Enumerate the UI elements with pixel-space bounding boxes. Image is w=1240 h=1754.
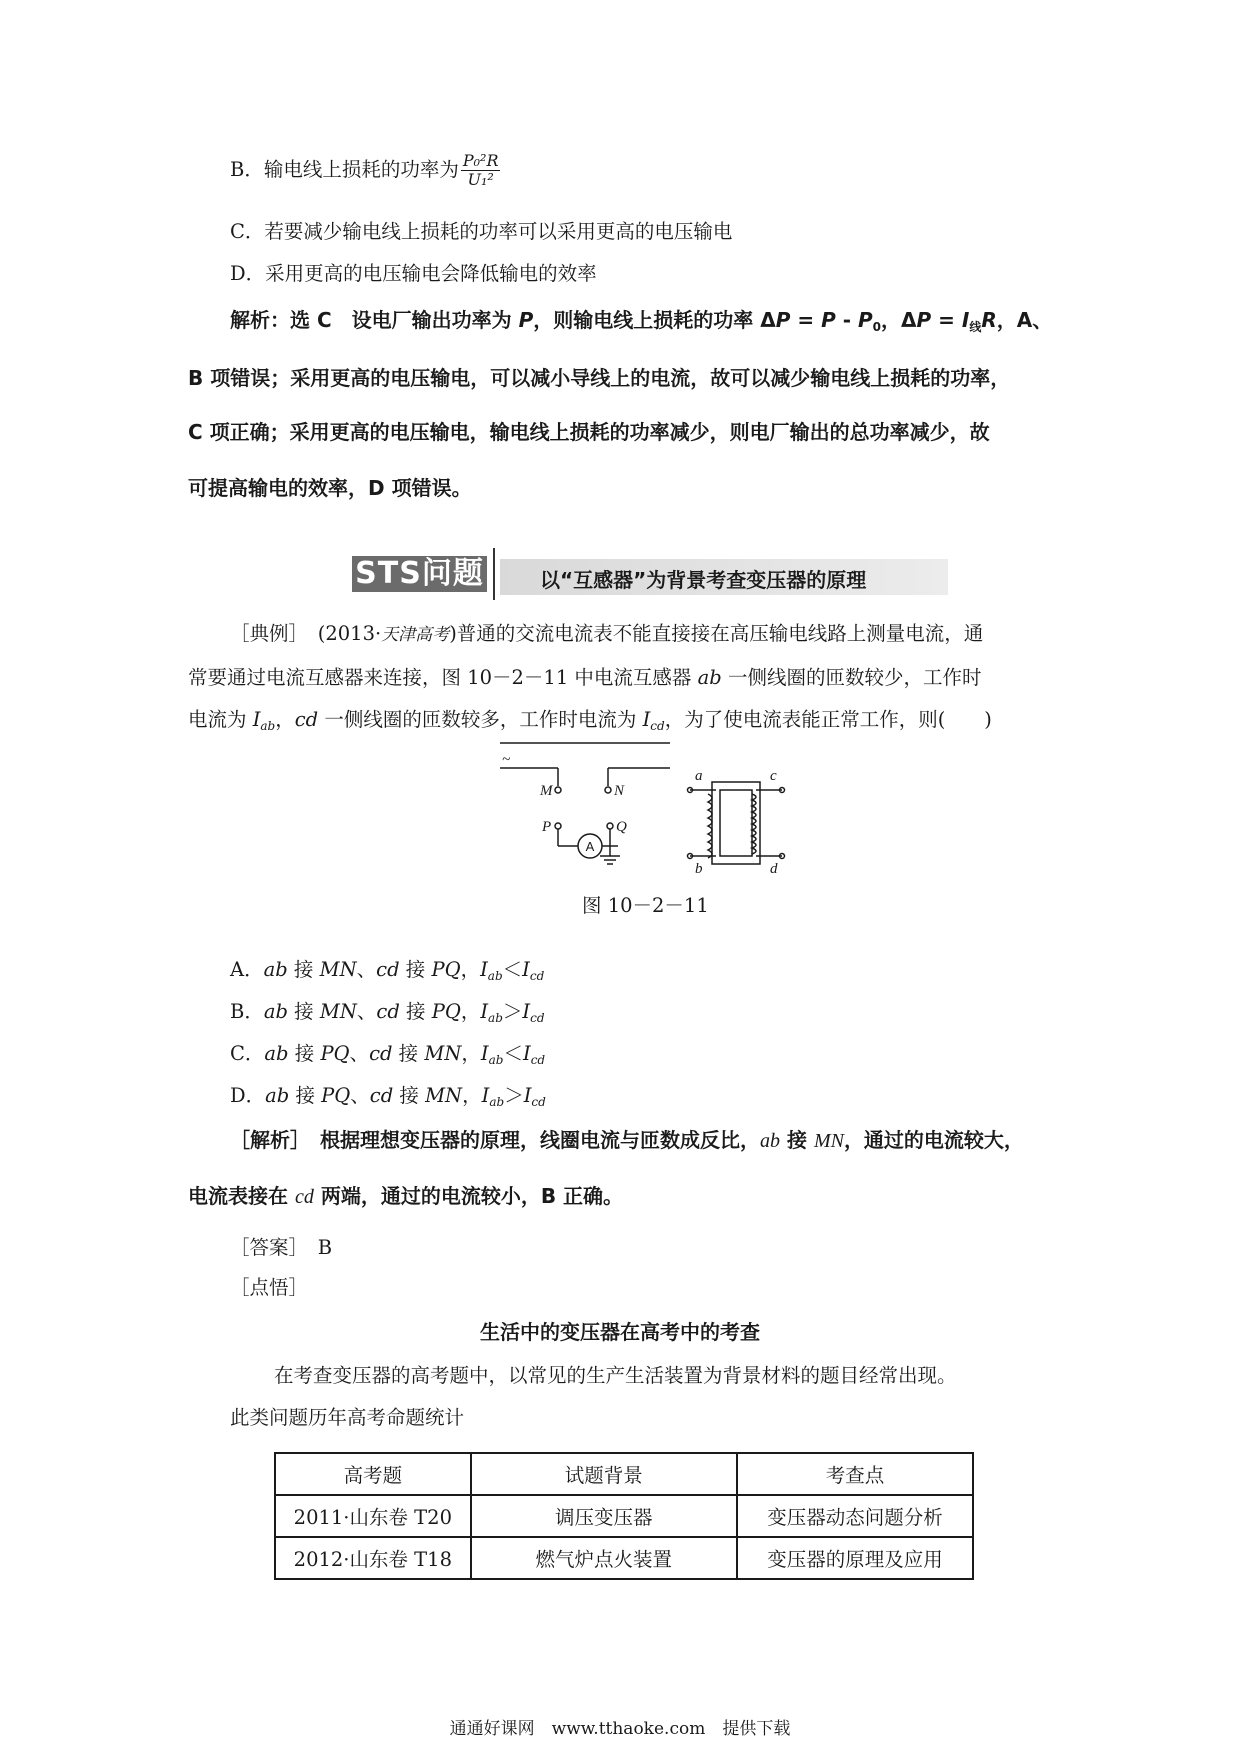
fraction-denominator: U₁² bbox=[467, 170, 494, 189]
table-row bbox=[275, 1537, 973, 1579]
analysis2-line2: 电流表接在 cd 两端，通过的电流较小，B 正确。 bbox=[188, 1184, 624, 1208]
choice-option: A．ab 接 MN、cd 接 PQ，$I_{ab}<I_{cd}$ bbox=[230, 958, 545, 983]
table-cell: 变压器的原理及应用 bbox=[737, 1537, 973, 1579]
power-loss-fraction bbox=[461, 152, 501, 189]
sts-title: 以“互感器”为背景考查变压器的原理 bbox=[540, 568, 867, 592]
sts-badge: STS问题 bbox=[352, 556, 487, 592]
table-header: 试题背景 bbox=[471, 1453, 737, 1495]
option-b bbox=[230, 152, 500, 189]
terminal-m bbox=[555, 787, 561, 793]
table-header-row bbox=[275, 1453, 973, 1495]
terminal-q bbox=[607, 823, 613, 829]
table-header: 高考题 bbox=[275, 1453, 471, 1495]
label-a: a bbox=[695, 768, 703, 784]
table-cell: 变压器动态问题分析 bbox=[737, 1495, 973, 1537]
label-d: d bbox=[770, 861, 778, 877]
analysis1-line3: C 项正确；采用更高的电压输电，输电线上损耗的功率减少，则电厂输出的总功率减少，故 bbox=[188, 420, 990, 444]
example-line2: 常要通过电流互感器来连接，图 10－2－11 中电流互感器 ab 一侧线圈的匝数较少，工作时 bbox=[188, 666, 982, 689]
analysis1-line2: B 项错误；采用更高的电压输电，可以减小导线上的电流，故可以减少输电线上损耗的功率， bbox=[188, 366, 1011, 390]
table-cell: 2012·山东卷 T18 bbox=[275, 1537, 471, 1579]
insight-paragraph: 在考查变压器的高考题中，以常见的生产生活装置为背景材料的题目经常出现。 bbox=[274, 1364, 957, 1387]
label-c: c bbox=[770, 768, 777, 784]
exam-statistics-table bbox=[274, 1452, 974, 1580]
label-n: N bbox=[614, 783, 625, 799]
page-footer: 通通好课网 www.tthaoke.com 提供下载 bbox=[449, 1719, 791, 1739]
table-cell: 燃气炉点火装置 bbox=[471, 1537, 737, 1579]
choice-option: D．ab 接 PQ、cd 接 MN，$I_{ab}>I_{cd}$ bbox=[230, 1084, 546, 1109]
option-b-text: B．输电线上损耗的功率为 bbox=[230, 158, 459, 181]
table-cell: 2011·山东卷 T20 bbox=[275, 1495, 471, 1537]
analysis1-line4: 可提高输电的效率，D 项错误。 bbox=[188, 476, 472, 500]
label-p: P bbox=[542, 819, 552, 835]
fraction-numerator: P₀²R bbox=[462, 151, 499, 170]
answer: ［答案］ B bbox=[230, 1236, 333, 1259]
table-row bbox=[275, 1495, 973, 1537]
label-b: b bbox=[695, 861, 703, 877]
label-m: M bbox=[540, 783, 553, 799]
insight-label: ［点悟］ bbox=[230, 1276, 309, 1299]
terminal-n bbox=[605, 787, 611, 793]
analysis1-line1: 解析：选 C 设电厂输出功率为 P，则输电线上损耗的功率 $\Delta P = P - P_0$，$\Delta P = I_线R$，A、 bbox=[230, 308, 1053, 334]
example-line1: ［典例］ (2013·天津高考)普通的交流电流表不能直接接在高压输电线路上测量电流，通 bbox=[230, 622, 984, 645]
insight-title: 生活中的变压器在高考中的考查 bbox=[480, 1320, 760, 1344]
example-line3: 电流为 $I_{ab}$，cd 一侧线圈的匝数较多，工作时电流为 $I_{cd}$，为了使电流表能正常工作，则( ) bbox=[188, 708, 992, 733]
transformer-circuit-diagram bbox=[490, 738, 810, 878]
choice-option: C．ab 接 PQ、cd 接 MN，$I_{ab}<I_{cd}$ bbox=[230, 1042, 546, 1067]
label-q: Q bbox=[616, 819, 627, 835]
analysis2-line1: ［解析］ 根据理想变压器的原理，线圈电流与匝数成反比，ab 接 MN，通过的电流较大， bbox=[230, 1128, 1024, 1152]
table-header: 考查点 bbox=[737, 1453, 973, 1495]
option-d: D．采用更高的电压输电会降低输电的效率 bbox=[230, 262, 597, 285]
option-c: C．若要减少输电线上损耗的功率可以采用更高的电压输电 bbox=[230, 220, 733, 243]
ammeter-label: A bbox=[585, 839, 595, 854]
sts-separator bbox=[493, 548, 495, 600]
insight-paragraph-2: 此类问题历年高考命题统计 bbox=[230, 1406, 465, 1429]
terminal-p bbox=[555, 823, 561, 829]
ac-source-symbol: ~ bbox=[502, 752, 511, 768]
choice-option: B．ab 接 MN、cd 接 PQ，$I_{ab}>I_{cd}$ bbox=[230, 1000, 545, 1025]
table-cell: 调压变压器 bbox=[471, 1495, 737, 1537]
figure-caption: 图 10－2－11 bbox=[582, 894, 709, 917]
